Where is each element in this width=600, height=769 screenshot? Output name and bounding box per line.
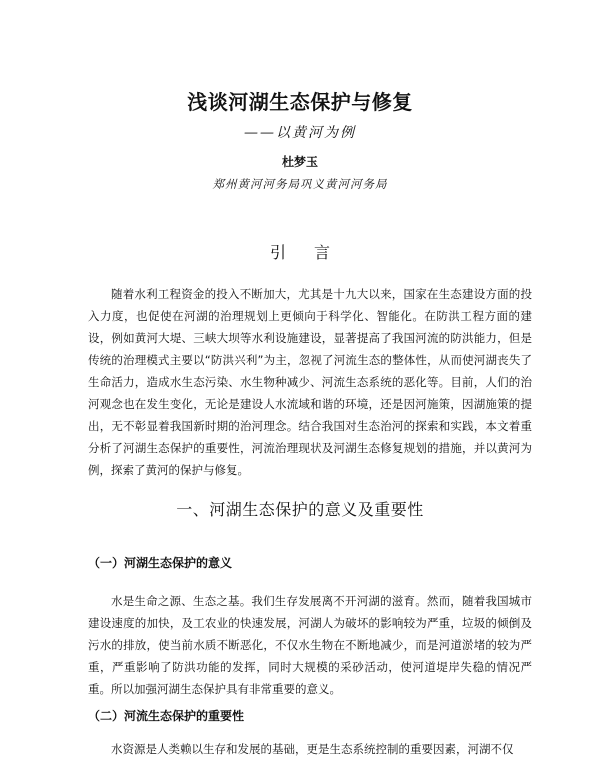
subsection-2-paragraph: 水资源是人类赖以生存和发展的基础，更是生态系统控制的重要因素，河湖不仅: [111, 742, 514, 756]
introduction-heading: 引言: [269, 243, 358, 262]
author-name: 杜梦玉: [281, 155, 318, 169]
subsection-1-heading: （一）河湖生态保护的意义: [88, 556, 233, 570]
subsection-2-heading: （二）河流生态保护的重要性: [88, 709, 245, 723]
subsection-1-paragraph: 水是生命之源、生态之基。我们生存发展离不开河湖的滋育。然而，随着我国城市建设速度的加快，及工农业的快速发展，河湖人为破坏的影响较为严重，垃圾的倾倒及污水的排放，使当前水质不断恶化，不仅水生物在不断地减少，而是河道淤堵的较为严重，严重影响了防洪功能的发挥，同时大规模的采砂活动，使河道堤岸失稳的情况严重。所以加强河湖生态保护具有非常重要的意义。: [88, 594, 532, 696]
section-1-heading: 一、河湖生态保护的意义及重要性: [176, 500, 424, 519]
author-affiliation: 郑州黄河河务局巩义黄河河务局: [212, 177, 388, 191]
paper-subtitle: ——以黄河为例: [244, 125, 356, 141]
introduction-paragraph: 随着水利工程资金的投入不断加大，尤其是十九大以来，国家在生态建设方面的投入力度，也促使在河湖的治理规划上更倾向于科学化、智能化。在防洪工程方面的建设，例如黄河大堤、三峡大坝等水利设施建设，显著提高了我国河流的防洪能力，但是传统的治理模式主要以“防洪兴利”为主，忽视了河流生态的整体性，从而使河湖丧失了生命活力，造成水生态污染、水生物种减少、河流生态系统的恶化等。目前，人们的治河观念也在发生变化，无论是建设人水流域和谐的环境，还是因河施策，因湖施策的提出，无不彰显着我国新时期的治河理念。结合我国对生态治河的探索和实践，本文着重分析了河湖生态保护的重要性，河流治理现状及河湖生态修复规划的措施，并以黄河为例，探索了黄河的保护与修复。: [88, 287, 532, 477]
paper-title: 浅谈河湖生态保护与修复: [187, 90, 413, 114]
